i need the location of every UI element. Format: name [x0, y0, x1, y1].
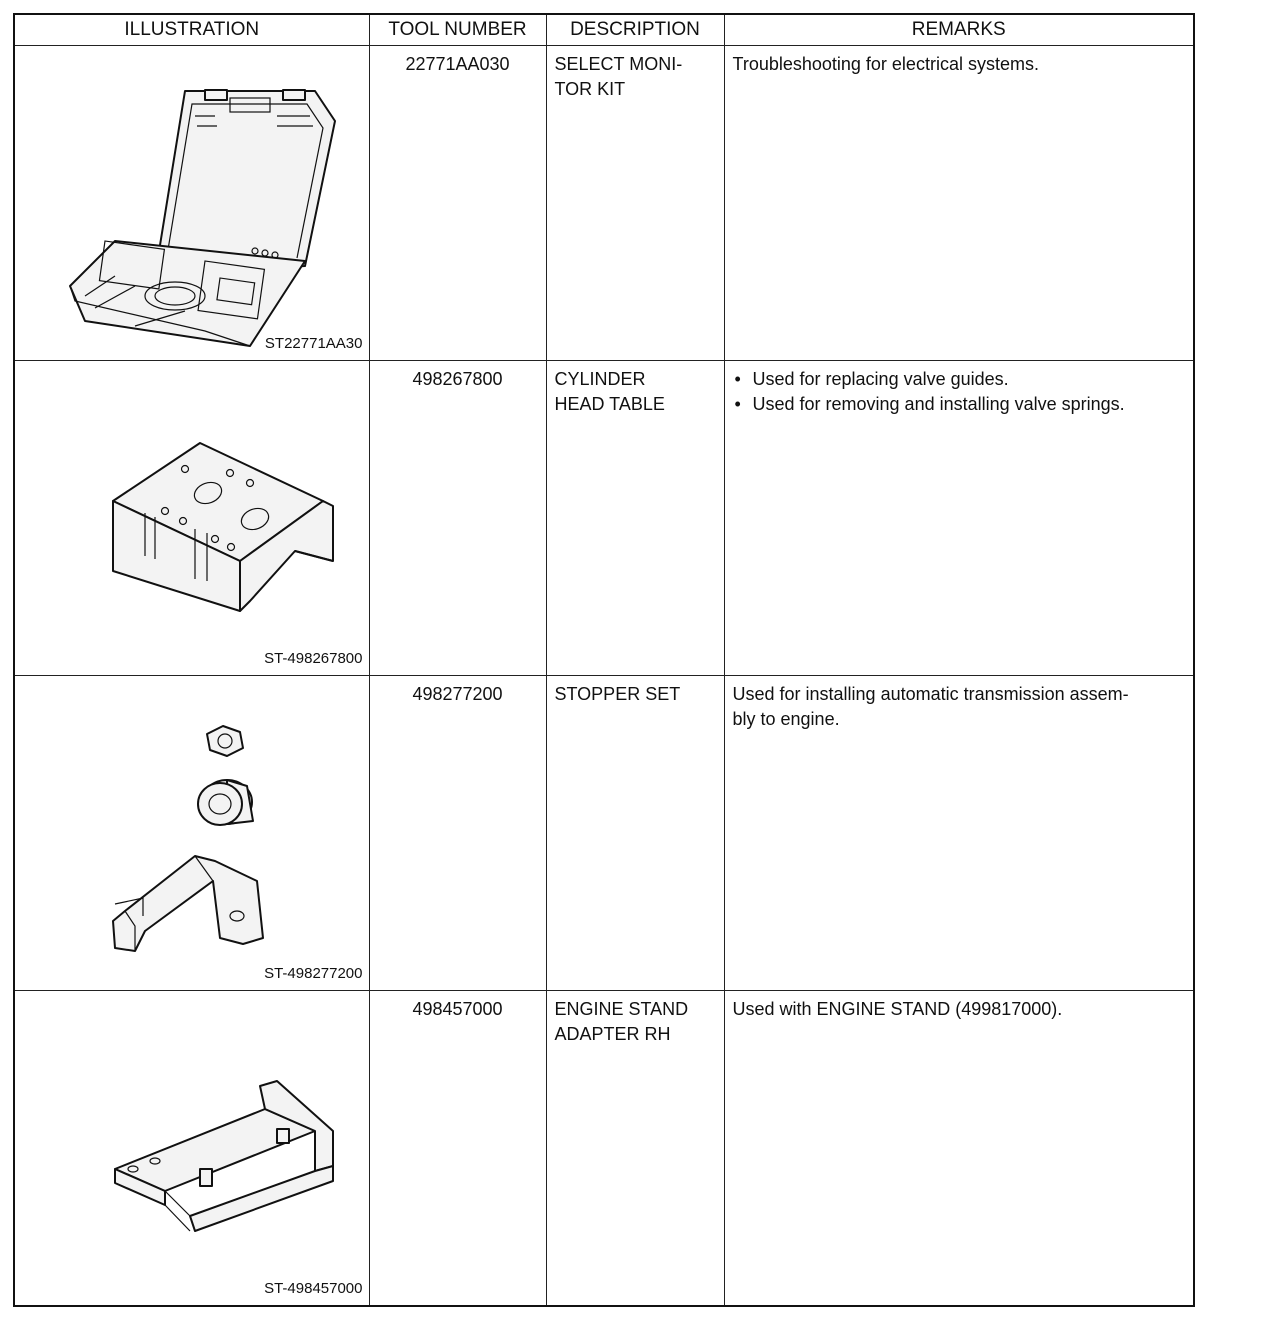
description-line: HEAD TABLE	[554, 394, 665, 414]
special-tools-table	[13, 13, 1195, 1307]
description-line: ENGINE STAND	[554, 999, 689, 1019]
table-row	[14, 46, 1194, 361]
remarks-bullet: • Used for removing and installing valve springs.	[753, 392, 1186, 417]
description-cell	[546, 361, 724, 676]
tool-number-cell: 498277200	[369, 676, 546, 991]
illustration-code: ST-498457000	[264, 1280, 363, 1297]
illustration-code: ST-498277200	[264, 965, 363, 982]
description-cell	[546, 676, 724, 991]
remarks-text: Used with ENGINE STAND (499817000).	[732, 999, 1063, 1019]
remarks-bullet: • Used for replacing valve guides.	[753, 367, 1186, 392]
description-line: STOPPER SET	[554, 684, 681, 704]
remarks-text: Used for installing automatic transmission assem-	[732, 684, 1129, 704]
tool-number-cell: 22771AA030	[369, 46, 546, 361]
illustration-cell	[14, 46, 369, 361]
remarks-text: Troubleshooting for electrical systems.	[732, 54, 1039, 74]
remarks-cell	[724, 361, 1194, 676]
table-row	[14, 991, 1194, 1307]
remarks-cell	[724, 676, 1194, 991]
illustration-cell	[14, 361, 369, 676]
header-illustration: ILLUSTRATION	[14, 14, 369, 46]
description-line: ADAPTER RH	[554, 1024, 671, 1044]
description-line: TOR KIT	[554, 79, 626, 99]
remarks-cell	[724, 46, 1194, 361]
tool-number-cell: 498267800	[369, 361, 546, 676]
header-description: DESCRIPTION	[546, 14, 724, 46]
illustration-code: ST-498267800	[264, 650, 363, 667]
monitor-kit-case-icon	[15, 46, 370, 360]
table-row	[14, 676, 1194, 991]
stopper-set-icon	[15, 676, 370, 990]
remarks-list	[733, 367, 1186, 417]
description-line: CYLINDER	[554, 369, 646, 389]
illustration-code: ST22771AA30	[264, 335, 363, 352]
table-row	[14, 361, 1194, 676]
description-line: SELECT MONI-	[554, 54, 683, 74]
header-remarks: REMARKS	[724, 14, 1194, 46]
remarks-cell	[724, 991, 1194, 1307]
header-row	[14, 14, 1194, 46]
remarks-text: bly to engine.	[732, 709, 840, 729]
header-tool-number: TOOL NUMBER	[369, 14, 546, 46]
illustration-cell	[14, 676, 369, 991]
description-cell	[546, 991, 724, 1307]
engine-stand-adapter-icon	[15, 991, 370, 1305]
description-cell	[546, 46, 724, 361]
illustration-cell	[14, 991, 369, 1307]
cylinder-head-table-icon	[15, 361, 370, 675]
tool-number-cell: 498457000	[369, 991, 546, 1307]
